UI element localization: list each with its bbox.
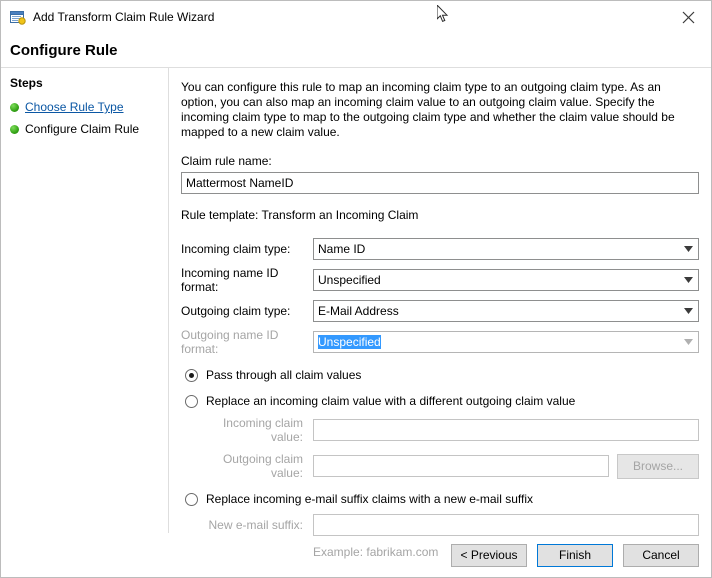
outgoing-claim-type-select[interactable] [313, 300, 699, 322]
chevron-down-icon [680, 332, 697, 352]
claim-rule-name-input[interactable] [181, 172, 699, 194]
option-label: Pass through all claim values [206, 368, 362, 382]
outgoing-name-id-format-value: Unspecified [318, 335, 381, 349]
outgoing-name-id-format-select [313, 331, 699, 353]
radio-replace-email-suffix[interactable] [185, 493, 198, 506]
incoming-claim-type-label: Incoming claim type: [181, 242, 291, 256]
steps-sidebar [1, 68, 169, 533]
new-email-suffix-row [181, 514, 699, 536]
finish-button[interactable]: Finish [537, 544, 613, 567]
sidebar-item-label[interactable]: Choose Rule Type [25, 100, 124, 114]
option-replace-claim-value-row[interactable] [181, 394, 699, 408]
incoming-claim-value-label: Incoming claim value: [222, 416, 303, 444]
browse-button: Browse... [617, 454, 699, 479]
incoming-claim-value-row [181, 416, 699, 444]
incoming-name-id-format-label: Incoming name ID format: [181, 266, 279, 294]
wizard-icon [10, 9, 26, 25]
new-email-suffix-input [313, 514, 699, 536]
option-replace-email-suffix-row[interactable] [181, 492, 699, 506]
outgoing-claim-type-label: Outgoing claim type: [181, 304, 291, 318]
option-pass-through-row[interactable] [181, 368, 699, 382]
outgoing-name-id-format-label: Outgoing name ID format: [181, 328, 279, 356]
step-bullet-icon [10, 125, 19, 134]
option-label: Replace incoming e-mail suffix claims with a new e-mail suffix [206, 492, 534, 506]
chevron-down-icon[interactable] [680, 239, 697, 259]
sidebar-item-choose-rule-type[interactable] [1, 96, 168, 118]
outgoing-claim-value-input [313, 455, 609, 477]
claim-rule-name-label: Claim rule name: [181, 154, 272, 168]
outgoing-claim-type-row [181, 300, 699, 322]
step-bullet-icon [10, 103, 19, 112]
incoming-claim-type-row [181, 238, 699, 260]
chevron-down-icon[interactable] [680, 270, 697, 290]
previous-button[interactable]: < Previous [451, 544, 527, 567]
sidebar-item-configure-claim-rule[interactable] [1, 118, 168, 140]
outgoing-claim-value-row [181, 452, 699, 480]
intro-text: You can configure this rule to map an incoming claim type to an outgoing claim type. As an option, you can also map an incoming claim value to an outgoing claim value. Specify the incoming claim type to map to the outgoing claim type and whether the claim value should be mapped to a new claim value. [181, 80, 675, 139]
radio-replace-claim-value[interactable] [185, 395, 198, 408]
steps-title: Steps [10, 76, 43, 90]
incoming-name-id-format-value: Unspecified [318, 273, 381, 287]
outgoing-claim-type-value: E-Mail Address [318, 304, 399, 318]
incoming-claim-value-input [313, 419, 699, 441]
radio-pass-through[interactable] [185, 369, 198, 382]
cancel-button[interactable]: Cancel [623, 544, 699, 567]
incoming-claim-type-select[interactable] [313, 238, 699, 260]
incoming-claim-type-value: Name ID [318, 242, 366, 256]
window-title: Add Transform Claim Rule Wizard [33, 10, 215, 24]
close-icon[interactable] [666, 2, 711, 33]
chevron-down-icon[interactable] [680, 301, 697, 321]
page-title: Configure Rule [10, 41, 118, 59]
new-email-suffix-label: New e-mail suffix: [208, 518, 303, 532]
incoming-name-id-format-row [181, 266, 699, 294]
option-label: Replace an incoming claim value with a different outgoing claim value [206, 394, 576, 408]
sidebar-item-label: Configure Claim Rule [25, 122, 140, 136]
outgoing-claim-value-label: Outgoing claim value: [222, 452, 303, 480]
outgoing-name-id-format-row [181, 328, 699, 356]
rule-template-text: Rule template: Transform an Incoming Claim [181, 208, 419, 222]
title-bar [1, 1, 711, 33]
example-text: Example: fabrikam.com [313, 545, 439, 559]
page-header [1, 33, 711, 67]
incoming-name-id-format-select[interactable] [313, 269, 699, 291]
